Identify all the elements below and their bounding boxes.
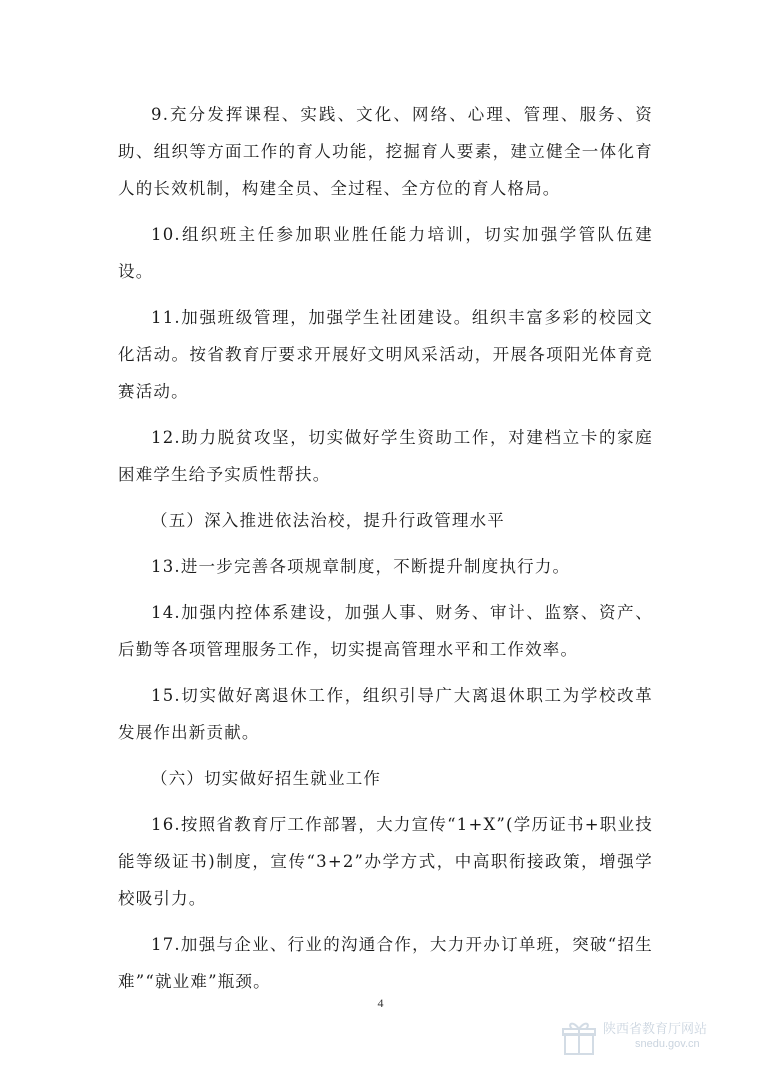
watermark-url: snedu.gov.cn bbox=[635, 1038, 700, 1050]
paragraph-item-9: 9.充分发挥课程、实践、文化、网络、心理、管理、服务、资助、组织等方面工作的育人功能，挖掘育人要素，建立健全一体化育人的长效机制，构建全员、全过程、全方位的育人格局。 bbox=[118, 105, 653, 198]
paragraph-item-15: 15.切实做好离退休工作，组织引导广大离退休职工为学校改革发展作出新贡献。 bbox=[118, 686, 653, 742]
site-watermark bbox=[557, 1016, 747, 1062]
document-body bbox=[118, 96, 653, 1009]
paragraph-item-10: 10.组织班主任参加职业胜任能力培训，切实加强学管队伍建设。 bbox=[118, 225, 653, 281]
page-number: 4 bbox=[377, 996, 384, 1010]
paragraph-item-14: 14.加强内控体系建设，加强人事、财务、审计、监察、资产、后勤等各项管理服务工作，切实提高管理水平和工作效率。 bbox=[118, 603, 653, 659]
section-heading-5: （五）深入推进依法治校，提升行政管理水平 bbox=[151, 511, 505, 530]
paragraph-item-16: 16.按照省教育厅工作部署，大力宣传“1+X”(学历证书+职业技能等级证书)制度，宣传“3+2”办学方式，中高职衔接政策，增强学校吸引力。 bbox=[118, 815, 653, 908]
paragraph-item-13: 13.进一步完善各项规章制度，不断提升制度执行力。 bbox=[151, 557, 571, 576]
section-heading-6: （六）切实做好招生就业工作 bbox=[151, 769, 382, 788]
watermark-text: 陕西省教育厅网站 bbox=[603, 1022, 708, 1037]
paragraph-item-17: 17.加强与企业、行业的沟通合作，大力开办订单班，突破“招生难”“就业难”瓶颈。 bbox=[118, 935, 653, 991]
paragraph-item-11: 11.加强班级管理，加强学生社团建设。组织丰富多彩的校园文化活动。按省教育厅要求开展好文明风采活动，开展各项阳光体育竞赛活动。 bbox=[118, 308, 653, 401]
paragraph-item-12: 12.助力脱贫攻坚，切实做好学生资助工作，对建档立卡的家庭困难学生给予实质性帮扶。 bbox=[118, 428, 653, 484]
gift-icon bbox=[559, 1018, 599, 1058]
